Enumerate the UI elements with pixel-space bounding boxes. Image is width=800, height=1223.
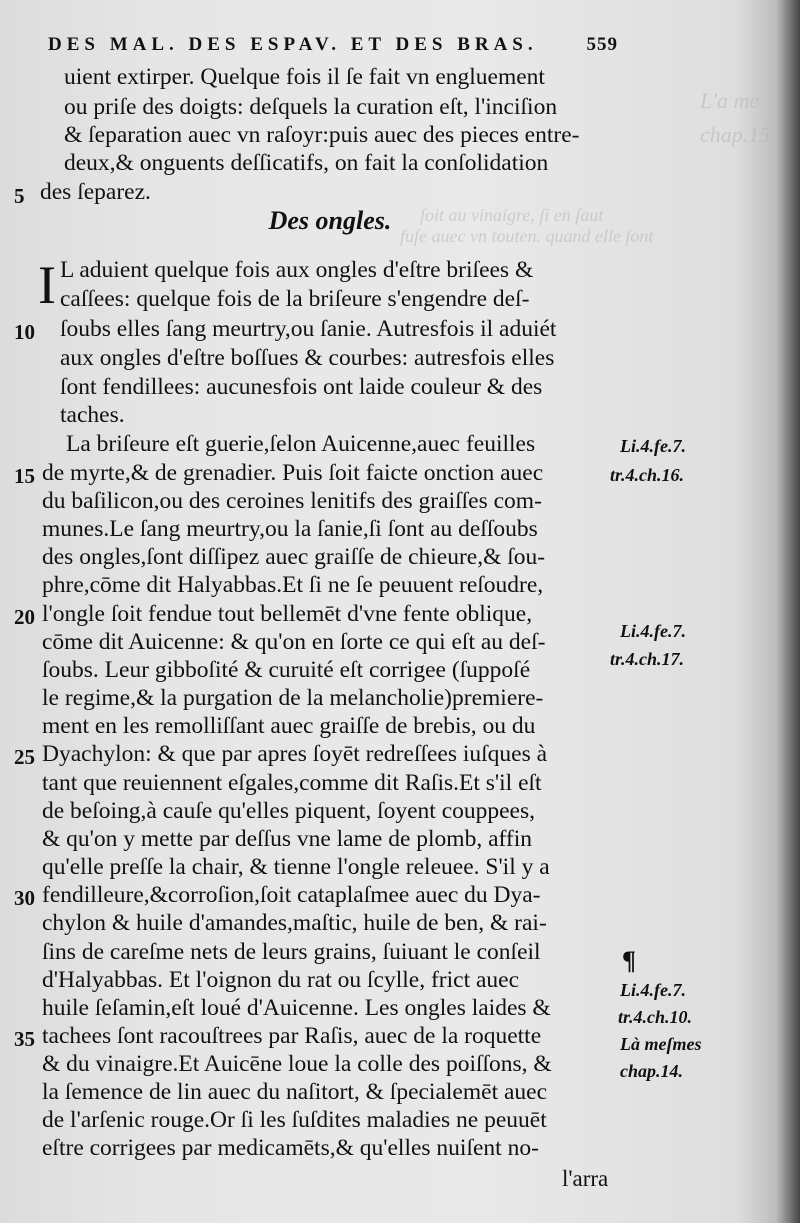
text-line: ſont fendillees: aucunesfois ont laide couleur & des [60,374,543,400]
text-line: L aduient quelque fois aux ongles d'eſtre briſees & [60,257,534,283]
text-line: d'Halyabbas. Et l'oignon du rat ou ſcylle, frict auec [42,967,520,993]
text-line: huile ſeſamin,eſt loué d'Auicenne. Les ongles laides & [42,995,551,1021]
bleed-through-text: fuſe auec vn touten. quand elle ſont [400,226,654,246]
text-line: tachees ſont racouſtrees par Raſis, auec de la roquette [42,1023,542,1049]
text-line: ſoubs elles ſang meurtry,ou ſanie. Autresfois il aduiét [60,316,557,342]
line-number: 15 [14,464,35,488]
margin-note: tr.4.ch.17. [610,649,685,669]
text-line: eſtre corrigees par medicamēts,& qu'elles nuiſent no- [42,1135,539,1161]
text-line: phre,cōme dit Halyabbas.Et ſi ne ſe peuuent reſoudre, [42,572,544,598]
text-line: fendilleure,&corroſion,ſoit cataplaſmee auec du Dya- [42,882,541,908]
text-line: munes.Le ſang meurtry,ou la ſanie,ſi ſont au deſſoubs [42,516,538,542]
text-line: le regime,& la purgation de la melancholie)premiere- [42,685,544,711]
text-line: chylon & huile d'amandes,maſtic, huile de ben, & rai- [42,910,547,936]
page-number: 559 [586,34,618,55]
text-line: des ſeparez. [40,179,151,205]
text-line: ou priſe des doigts: deſquels la curation eſt, l'inciſion [64,94,558,120]
text-line: uient extirper. Quelque fois il ſe fait vn engluement [64,64,545,90]
text-line: deux,& onguents deſſicatifs, on fait la conſolidation [64,150,549,176]
margin-note: Li.4.fe.7. [620,621,686,641]
line-number: 10 [14,320,35,344]
bleed-through-text: ſoit au vinaigre, ſi en ſaut [420,205,604,225]
catchword: l'arra [562,1166,609,1191]
bleed-through-text: chap.15. [700,122,776,147]
text-line: caſſees: quelque fois de la briſeure s'engendre deſ- [60,286,530,312]
margin-note: Li.4.fe.7. [620,436,686,456]
text-line: Dyachylon: & que par apres ſoyēt redreſſees iuſques à [42,741,548,767]
running-header [48,34,618,56]
bleed-through-text: L'a me [700,88,760,113]
text-line: La briſeure eſt guerie,ſelon Auicenne,auec feuilles [66,431,536,457]
text-line: ſoubs. Leur gibboſité & curuité eſt corrigee (ſuppoſé [42,657,531,683]
text-line: ſins de careſme nets de leurs grains, ſuiuant le conſeil [42,939,541,965]
line-number: 35 [14,1027,35,1051]
line-number: 5 [14,184,25,208]
text-line: tant que reuiennent eſgales,comme dit Raſis.Et s'il eſt [42,770,542,796]
margin-note: Li.4.fe.7. [620,980,686,1000]
text-line: taches. [60,402,125,428]
text-line: & ſeparation auec vn raſoyr:puis auec des pieces entre- [64,122,580,148]
margin-note: tr.4.ch.16. [610,465,685,485]
text-line: qu'elle preſſe la chair, & tienne l'ongle releuee. S'il y a [42,854,550,880]
margin-note: tr.4.ch.10. [618,1007,693,1027]
text-line: des ongles,ſont diſſipez auec graiſſe de chieure,& ſou- [42,544,546,570]
drop-cap: I [38,255,56,315]
text-line: & du vinaigre.Et Auicēne loue la colle des poiſſons, & [42,1051,552,1077]
text-line: de myrte,& de grenadier. Puis ſoit faicte onction auec [42,460,544,486]
margin-note: chap.14. [620,1061,683,1081]
text-line: du baſilicon,ou des ceroines lenitifs des graiſſes com- [42,488,542,514]
text-line: de beſoing,à cauſe qu'elles piquent, ſoyent couppees, [42,798,536,824]
text-line: aux ongles d'eſtre boſſues & courbes: autresfois elles [60,345,555,371]
text-line: ment en les remolliſſant auec graiſſe de brebis, ou du [42,713,536,739]
margin-note: Là meſmes [620,1034,702,1054]
text-line: cōme dit Auicenne: & qu'on en ſorte ce qui eſt au deſ- [42,629,546,655]
text-line: de l'arſenic rouge.Or ſi les ſuſdites maladies ne peuuēt [42,1107,547,1133]
section-title: Des ongles. [268,206,392,235]
running-title: DES MAL. DES ESPAV. ET DES BRAS. [48,34,538,55]
paragraph-mark: ¶ [622,946,637,975]
line-number: 30 [14,886,35,910]
text-line: & qu'on y mette par deſſus vne lame de plomb, affin [42,826,533,852]
text-line: l'ongle ſoit fendue tout bellemēt d'vne fente oblique, [42,601,533,627]
text-line: la ſemence de lin auec du naſitort, & ſpecialemēt auec [42,1079,548,1105]
line-number: 25 [14,745,35,769]
line-number: 20 [14,605,35,629]
